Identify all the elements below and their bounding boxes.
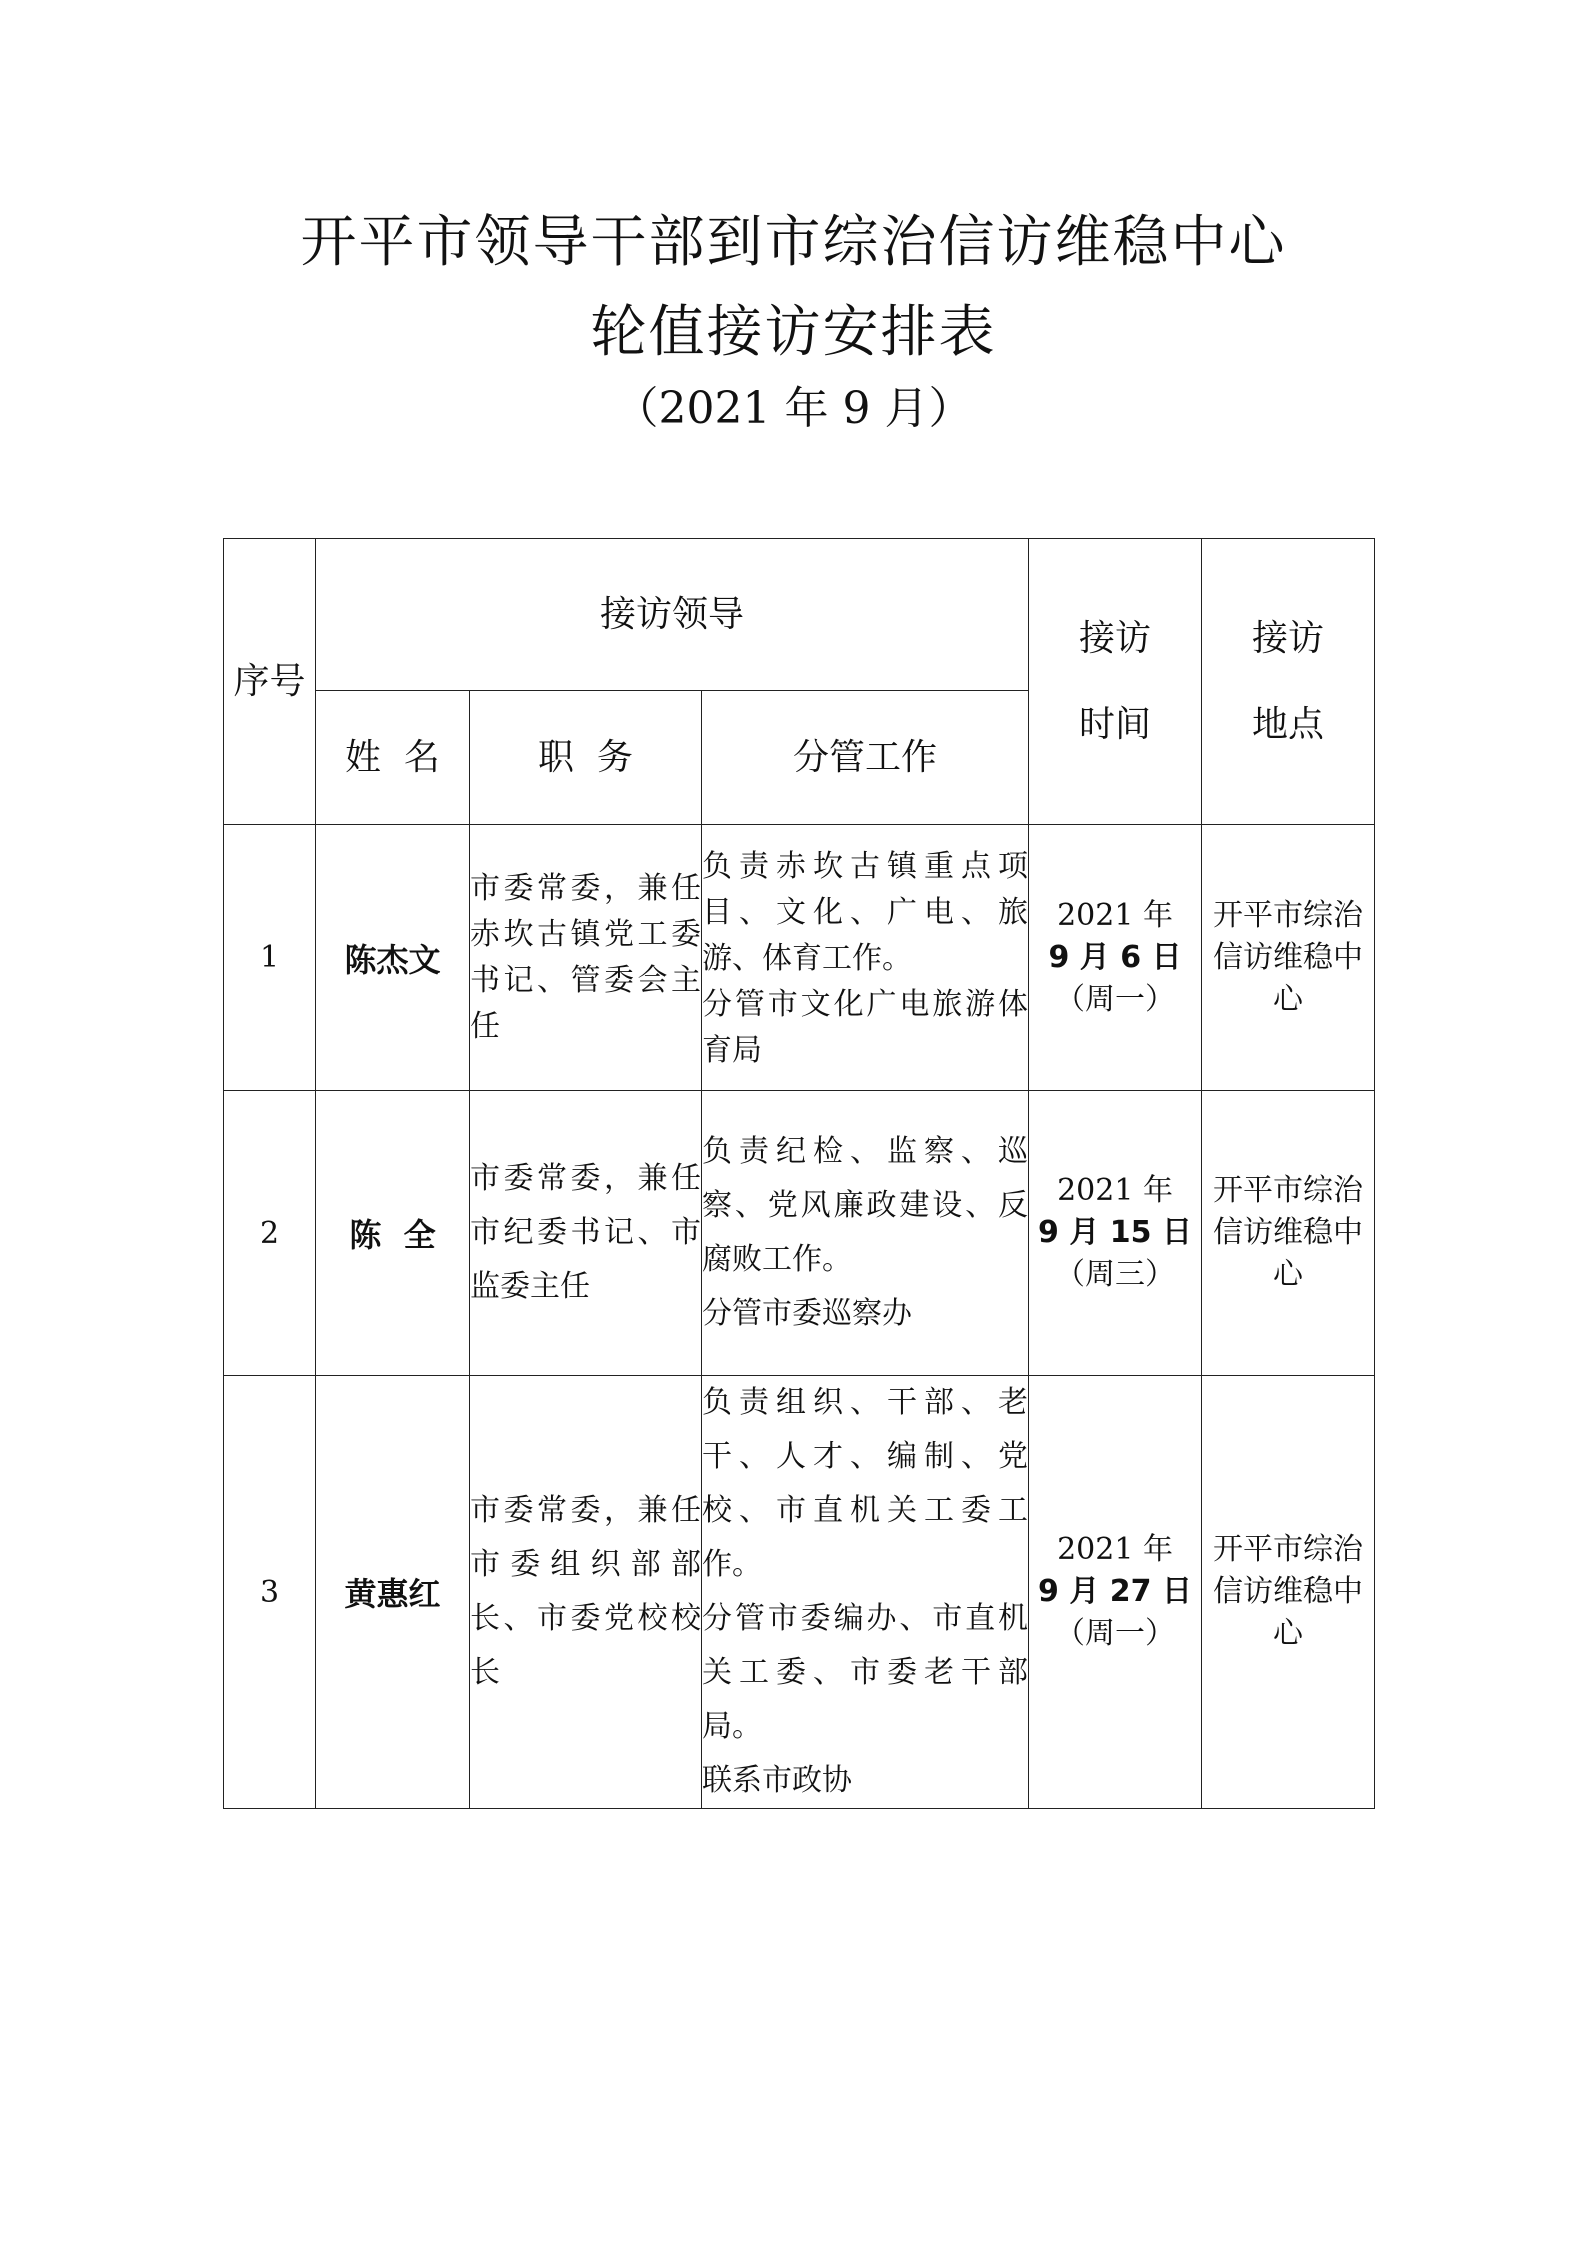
- row-duties: [702, 825, 1029, 1091]
- row-position: 市委常委，兼任市纪委书记、市监委主任: [470, 1091, 702, 1376]
- table-row: [224, 825, 1375, 1091]
- table-row: [224, 1091, 1375, 1376]
- table-row: [224, 1376, 1375, 1809]
- row-duties-extra: 联系市政协: [702, 1763, 852, 1798]
- row-time-weekday: （周一）: [1055, 981, 1176, 1017]
- row-name: 陈杰文: [316, 825, 470, 1091]
- row-time-year: 2021 年: [1057, 1173, 1173, 1208]
- row-time: [1029, 1091, 1202, 1376]
- header-duties: 分管工作: [702, 691, 1029, 825]
- row-position: 市委常委，兼任赤坎古镇党工委书记、管委会主任: [470, 825, 702, 1091]
- row-name: 黄惠红: [316, 1376, 470, 1809]
- row-position: 市委常委，兼任市委组织部部长、市委党校校长: [470, 1376, 702, 1809]
- row-time-date: 9 月 15 日: [1038, 1215, 1193, 1250]
- row-place: 开平市综治信访维稳中心: [1202, 1376, 1375, 1809]
- row-duties-main: 负责组织、干部、老干、人才、编制、党校、市直机关工委工作。: [702, 1385, 1029, 1582]
- row-place: 开平市综治信访维稳中心: [1202, 1091, 1375, 1376]
- row-seq: 1: [224, 825, 316, 1091]
- header-name: 姓 名: [316, 691, 470, 825]
- row-seq: 3: [224, 1376, 316, 1809]
- row-time-date: 9 月 27 日: [1038, 1574, 1193, 1609]
- row-time-date: 9 月 6 日: [1048, 939, 1182, 975]
- header-row-top: [224, 539, 1375, 691]
- row-duties-main: 负责纪检、监察、巡察、党风廉政建设、反腐败工作。: [702, 1134, 1029, 1277]
- row-time-year: 2021 年: [1057, 897, 1173, 933]
- document-title-line2: 轮值接访安排表: [590, 300, 997, 365]
- row-seq: 2: [224, 1091, 316, 1376]
- header-seq: 序号: [224, 539, 316, 825]
- row-duties-sub: 分管市委编办、市直机关工委、市委老干部局。: [702, 1601, 1029, 1744]
- row-duties-main: 负责赤坎古镇重点项目、文化、广电、旅游、体育工作。: [702, 848, 1029, 976]
- header-leader-group: 接访领导: [316, 539, 1029, 691]
- row-time-weekday: （周三）: [1055, 1257, 1176, 1292]
- header-position: 职 务: [470, 691, 702, 825]
- row-place: 开平市综治信访维稳中心: [1202, 825, 1375, 1091]
- header-place: 接访地点: [1202, 539, 1375, 825]
- header-time: 接访时间: [1029, 539, 1202, 825]
- row-duties-sub: 分管市文化广电旅游体育局: [702, 986, 1029, 1068]
- document-title-line1: 开平市领导干部到市综治信访维稳中心: [300, 210, 1287, 275]
- document-subtitle: （2021 年 9 月）: [614, 383, 973, 434]
- row-time: [1029, 1376, 1202, 1809]
- row-duties: [702, 1376, 1029, 1809]
- row-duties: [702, 1091, 1029, 1376]
- row-time-year: 2021 年: [1057, 1532, 1173, 1567]
- row-time: [1029, 825, 1202, 1091]
- reception-schedule-table: [223, 538, 1375, 1809]
- row-duties-sub: 分管市委巡察办: [702, 1296, 912, 1331]
- row-time-weekday: （周一）: [1055, 1616, 1176, 1651]
- row-name: 陈 全: [316, 1091, 470, 1376]
